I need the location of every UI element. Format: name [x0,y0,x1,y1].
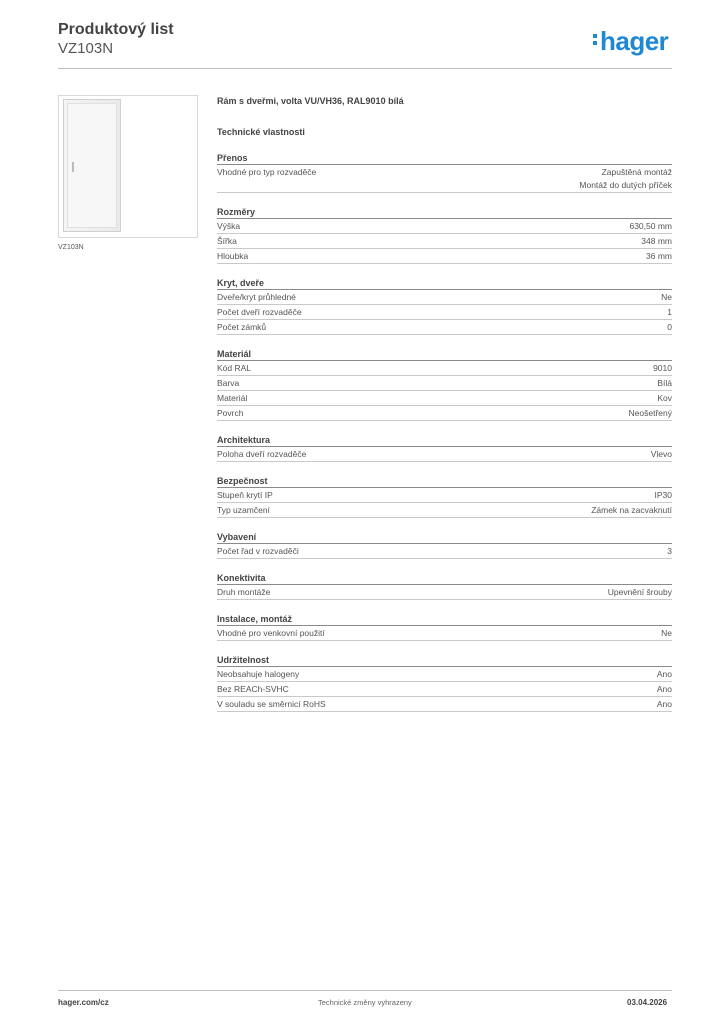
spec-value [667,544,672,558]
spec-label: Vhodné pro venkovní použití [217,628,325,638]
spec-label: Dveře/kryt průhledné [217,292,296,302]
spec-label: V souladu se směrnicí RoHS [217,699,326,709]
spec-group [217,348,672,421]
spec-label: Poloha dveří rozvaděče [217,449,307,459]
spec-group [217,613,672,641]
spec-label: Výška [217,221,241,231]
spec-value-line: Montáž do dutých příček [579,179,672,190]
spec-value [608,585,672,599]
spec-label: Materiál [217,393,248,403]
footer-notice: Technické změny vyhrazeny [318,998,412,1007]
spec-value-line: Upevnění šrouby [607,587,672,597]
image-caption: VZ103N [58,244,84,251]
spec-value-line: Kov [657,393,672,403]
spec-group [217,572,672,600]
spec-group [217,277,672,335]
spec-value-line: Neošetřený [628,408,672,418]
cabinet-door-illustration [63,99,121,232]
spec-label: Bez REACh-SVHC [217,684,289,694]
spec-row [217,234,672,249]
cabinet-handle [72,162,74,172]
header-divider [58,68,672,69]
spec-label: Barva [217,378,240,388]
spec-group-title: Přenos [217,152,672,165]
spec-label: Hloubka [217,251,249,261]
spec-value-line: 630,50 mm [629,221,672,231]
spec-group [217,475,672,518]
spec-row [217,320,672,335]
cabinet-door-panel [67,103,117,228]
spec-group [217,531,672,559]
spec-value [646,249,672,263]
spec-row [217,376,672,391]
spec-value-line: IP30 [654,490,672,500]
spec-value-line: Zapuštěná montáž [601,167,672,177]
spec-label: Kód RAL [217,363,252,373]
spec-group-title: Architektura [217,434,672,447]
spec-row [217,447,672,462]
spec-row [217,503,672,518]
spec-value-line: Ano [656,699,672,709]
spec-label: Stupeň krytí IP [217,490,273,500]
spec-row [217,626,672,641]
spec-value [667,305,672,319]
logo-dots-icon [593,34,598,48]
spec-group [217,654,672,712]
spec-row [217,391,672,406]
spec-group-title: Kryt, dveře [217,277,672,290]
spec-label: Počet řad v rozvaděči [217,546,299,556]
spec-group-title: Udržitelnost [217,654,672,667]
spec-value [579,165,672,192]
spec-group-title: Materiál [217,348,672,361]
spec-value [657,376,672,390]
specification-content [217,96,672,712]
spec-value-line: Ne [661,292,672,302]
spec-value [657,667,672,681]
spec-value [657,682,672,696]
spec-row [217,165,672,193]
spec-value [655,488,673,502]
spec-value-line: 9010 [653,363,672,373]
spec-group-title: Konektivita [217,572,672,585]
spec-row [217,406,672,421]
spec-row [217,488,672,503]
spec-row [217,219,672,234]
spec-group-title: Instalace, montáž [217,613,672,626]
footer-website-link[interactable]: hager.com/cz [58,998,109,1007]
spec-label: Typ uzamčení [217,505,270,515]
spec-label: Druh montáže [217,587,271,597]
spec-value-line: 348 mm [641,236,672,246]
product-name: Rám s dveřmi, volta VU/VH36, RAL9010 bílá [217,96,404,106]
spec-value [591,503,672,517]
spec-label: Šířka [217,236,237,246]
spec-row [217,305,672,320]
spec-value-line: Ano [656,684,672,694]
spec-label: Neobsahuje halogeny [217,669,300,679]
spec-group-title: Bezpečnost [217,475,672,488]
spec-value-line: Bílá [657,378,672,388]
spec-group [217,206,672,264]
spec-value [661,626,672,640]
spec-row [217,361,672,376]
spec-value [657,391,672,405]
spec-value [641,234,672,248]
spec-label: Počet dveří rozvaděče [217,307,302,317]
spec-value [629,219,672,233]
spec-label: Povrch [217,408,244,418]
logo-text: hager [600,26,669,56]
product-code: VZ103N [58,40,114,57]
spec-group [217,152,672,193]
spec-value [653,361,672,375]
section-title: Technické vlastnosti [217,127,305,137]
spec-value-line: Vlevo [650,449,672,459]
spec-value-line: 1 [667,307,672,317]
spec-row [217,682,672,697]
spec-value-line: Ne [661,628,672,638]
spec-value [657,697,672,711]
spec-value [629,406,672,420]
spec-groups [217,152,672,712]
spec-label: Vhodné pro typ rozvaděče [217,167,317,177]
spec-value-line: Zámek na zacvaknutí [591,505,672,515]
spec-value [661,290,672,304]
spec-value-line: Ano [656,669,672,679]
spec-value [651,447,672,461]
spec-label: Počet zámků [217,322,267,332]
spec-row [217,585,672,600]
spec-value-line: 0 [667,322,672,332]
product-image [58,95,198,238]
spec-value-line: 36 mm [646,251,672,261]
spec-value-line: 3 [667,546,672,556]
spec-row [217,697,672,712]
spec-value [667,320,672,334]
spec-group-title: Rozměry [217,206,672,219]
footer-date: 03.04.2026 [627,998,668,1007]
hager-logo[interactable] [593,28,668,54]
footer-divider [58,990,672,991]
spec-row [217,667,672,682]
spec-row [217,290,672,305]
spec-group [217,434,672,462]
spec-row [217,249,672,264]
spec-row [217,544,672,559]
page-title: Produktový list [58,21,174,38]
spec-group-title: Vybavení [217,531,672,544]
